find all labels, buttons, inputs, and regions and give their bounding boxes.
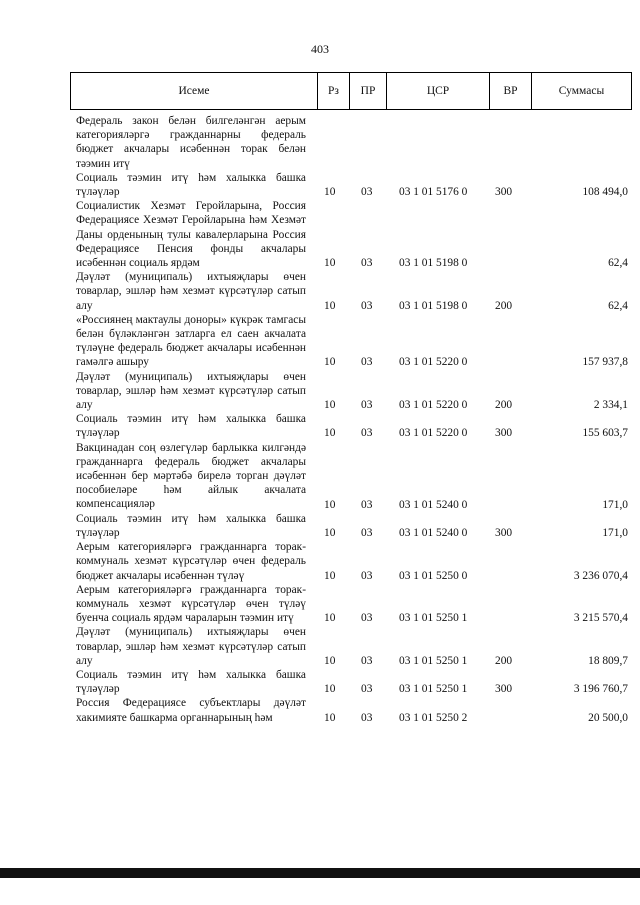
row-pr: 03	[361, 612, 373, 625]
table-row	[0, 114, 640, 171]
scan-border	[0, 868, 640, 878]
row-name: Вакцинадан соң өзлегүләр барлыкка килгәндә гражданнарга федераль бюджет акчалары исәбеннән бер мәртәбә бирелә торган дәүләт пособиеләре һәм айлык акчалата компенсацияләр	[76, 441, 306, 511]
row-vr: 200	[495, 299, 513, 312]
row-name: Дәүләт (муниципаль) ихтыяҗлары өчен товарлар, эшләр һәм хезмәт күрсәтүләр сатып алу	[76, 370, 306, 412]
header-name: Исеме	[71, 73, 318, 109]
row-sum: 157 937,8	[582, 356, 628, 369]
table-row	[0, 412, 640, 440]
row-csr: 03 1 01 5250 1	[399, 612, 468, 625]
row-vr: 300	[495, 683, 513, 696]
table-body	[0, 114, 640, 725]
row-pr: 03	[361, 569, 373, 582]
row-name: Социаль тәэмин итү һәм халыкка башка түләүләр	[76, 171, 306, 199]
row-pr: 03	[361, 683, 373, 696]
row-name: Социаль тәэмин итү һәм халыкка башка түләүләр	[76, 413, 306, 440]
row-sum: 20 500,0	[588, 711, 628, 724]
row-pr: 03	[361, 711, 373, 724]
row-pr: 03	[361, 526, 373, 539]
row-name: Россия Федерациясе субъектлары дәүләт хакимияте башкарма органнарының һәм	[76, 697, 306, 724]
row-rz: 10	[324, 711, 336, 724]
row-sum: 3 215 570,4	[573, 612, 628, 625]
row-csr: 03 1 01 5240 0	[399, 498, 468, 511]
row-pr: 03	[361, 186, 373, 199]
row-rz: 10	[324, 569, 336, 582]
table-row	[0, 171, 640, 199]
row-vr: 300	[495, 526, 513, 539]
row-csr: 03 1 01 5176 0	[399, 186, 468, 199]
row-pr: 03	[361, 427, 373, 440]
row-csr: 03 1 01 5250 2	[399, 711, 468, 724]
table-row	[0, 199, 640, 270]
row-sum: 3 236 070,4	[573, 569, 628, 582]
row-sum: 62,4	[608, 257, 628, 270]
header-vr: ВР	[490, 73, 532, 109]
row-rz: 10	[324, 612, 336, 625]
row-vr: 300	[495, 427, 513, 440]
row-vr: 200	[495, 399, 513, 412]
row-name: Дәүләт (муниципаль) ихтыяҗлары өчен товарлар, эшләр һәм хезмәт күрсәтүләр сатып алу	[76, 626, 306, 667]
row-sum: 108 494,0	[582, 186, 628, 199]
row-rz: 10	[324, 356, 336, 369]
row-vr: 200	[495, 654, 513, 667]
row-rz: 10	[324, 399, 336, 412]
row-sum: 18 809,7	[588, 654, 628, 667]
row-sum: 62,4	[608, 299, 628, 312]
table-row	[0, 370, 640, 413]
row-pr: 03	[361, 299, 373, 312]
table-row	[0, 512, 640, 540]
row-sum: 171,0	[602, 498, 628, 511]
row-csr: 03 1 01 5220 0	[399, 356, 468, 369]
row-csr: 03 1 01 5198 0	[399, 257, 468, 270]
row-rz: 10	[324, 186, 336, 199]
row-rz: 10	[324, 427, 336, 440]
row-name: Аерым категорияләргә гражданнарга торак-коммуналь хезмәт күрсәтүләр өчен түләү буенча социаль ярдәм чараларын тәэмин итү	[76, 583, 306, 625]
row-csr: 03 1 01 5220 0	[399, 399, 468, 412]
row-pr: 03	[361, 498, 373, 511]
row-csr: 03 1 01 5250 1	[399, 683, 468, 696]
table-header	[70, 72, 632, 110]
table-row	[0, 668, 640, 696]
table-row	[0, 313, 640, 370]
row-pr: 03	[361, 654, 373, 667]
row-csr: 03 1 01 5240 0	[399, 526, 468, 539]
row-name: Социалистик Хезмәт Геройларына, Россия Федерациясе Хезмәт Геройларына һәм Хезмәт Даны орденының тулы кавалерларына Россия Федерациясе Пенсия фонды акчалары исәбеннән социаль ярдәм	[76, 200, 306, 270]
row-sum: 3 196 760,7	[573, 683, 628, 696]
row-sum: 2 334,1	[593, 399, 628, 412]
row-sum: 155 603,7	[582, 427, 628, 440]
table-row	[0, 540, 640, 583]
row-name: Социаль тәэмин итү һәм халыкка башка түләүләр	[76, 512, 306, 539]
row-rz: 10	[324, 498, 336, 511]
row-rz: 10	[324, 257, 336, 270]
table-row	[0, 625, 640, 668]
row-name: Социаль тәэмин итү һәм халыкка башка түләүләр	[76, 668, 306, 696]
page-number: 403	[311, 42, 329, 56]
row-csr: 03 1 01 5220 0	[399, 427, 468, 440]
row-name: Дәүләт (муниципаль) ихтыяҗлары өчен товарлар, эшләр һәм хезмәт күрсәтүләр сатып алу	[76, 271, 306, 312]
row-name: Федераль закон белән билгеләнгән аерым категорияләргә гражданнарны федераль бюджет акчалары исәбеннән торак белән тәэмин итү	[76, 115, 306, 170]
row-csr: 03 1 01 5198 0	[399, 299, 468, 312]
row-pr: 03	[361, 356, 373, 369]
row-rz: 10	[324, 654, 336, 667]
row-csr: 03 1 01 5250 1	[399, 654, 468, 667]
header-sum: Суммасы	[558, 85, 605, 97]
row-rz: 10	[324, 683, 336, 696]
row-rz: 10	[324, 526, 336, 539]
table-row	[0, 270, 640, 313]
row-name: «Россиянең мактаулы доноры» күкрәк тамгасы белән бүләкләнгән затларга ел саен акчалата түләүне федераль бюджет акчалары исәбеннән гамәлгә ашыру	[76, 313, 306, 369]
header-csr: ЦСР	[387, 73, 490, 109]
row-rz: 10	[324, 299, 336, 312]
table-row	[0, 441, 640, 512]
row-name: Аерым категорияләргә гражданнарга торак-коммуналь хезмәт күрсәтүләр өчен федераль бюджет акчалары исәбеннән түләү	[76, 541, 306, 582]
header-rz: Рз	[318, 73, 350, 109]
row-sum: 171,0	[602, 526, 628, 539]
row-csr: 03 1 01 5250 0	[399, 569, 468, 582]
header-pr: ПР	[350, 73, 387, 109]
row-vr: 300	[495, 186, 513, 199]
table-row	[0, 696, 640, 724]
row-pr: 03	[361, 399, 373, 412]
row-pr: 03	[361, 257, 373, 270]
table-row	[0, 583, 640, 626]
